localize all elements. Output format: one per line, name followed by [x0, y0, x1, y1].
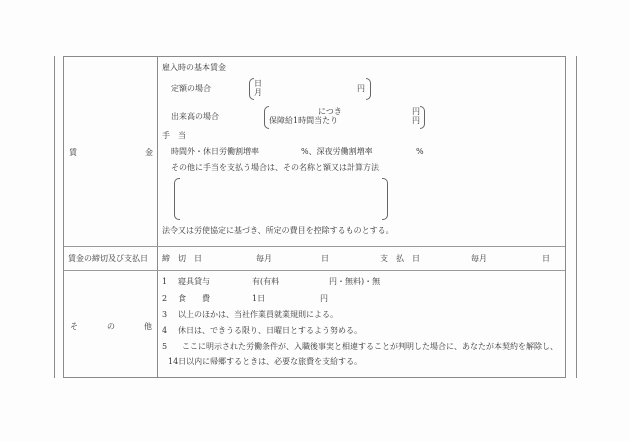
outer-left-rule	[54, 56, 55, 378]
overtime-rate-label: 時間外・休日労働割増率	[171, 147, 259, 156]
bracket-right	[420, 106, 425, 129]
piece-yen: 円	[412, 116, 420, 125]
piece-wage-label: 出来高の場合	[171, 112, 219, 121]
item-number: 3	[162, 310, 168, 319]
fixed-month: 月	[254, 88, 262, 97]
item-text: 休日は、できうる限り、日曜日とするよう努める。	[178, 326, 362, 335]
item-text-continued: 14日以内に帰郷するときは、必要な旅費を支給する。	[168, 357, 363, 366]
outer-right-rule	[576, 56, 577, 378]
item-text: 寝具貸与	[178, 277, 210, 286]
item-text: 以上のほかは、当社作業員就業規則による。	[178, 310, 338, 319]
fixed-day: 日	[254, 79, 262, 88]
item-extra: 円	[320, 294, 328, 303]
bracket-left	[174, 178, 180, 220]
deduction-note: 法令又は労使協定に基づき、所定の費目を控除するものとする。	[162, 226, 394, 235]
fixed-yen: 円	[357, 84, 365, 93]
item-number: 2	[162, 294, 168, 303]
closing-day-unit: 日	[321, 254, 329, 263]
column-divider	[157, 57, 158, 377]
other-row-label: そ の 他	[70, 322, 152, 331]
item-text: 食 費	[178, 294, 210, 303]
piece-per: につき	[318, 107, 342, 116]
closing-day-label: 締 切 日	[162, 254, 202, 263]
item-number: 5	[162, 342, 168, 351]
pay-day-unit: 日	[542, 254, 550, 263]
basic-wage-title: 雇入時の基本賃金	[162, 63, 226, 72]
item-extra: 1日	[252, 294, 266, 303]
row-divider	[64, 270, 565, 271]
piece-guarantee: 保障給1時間当たり	[269, 116, 339, 125]
item-extra: 有(有料	[252, 277, 280, 286]
item-extra: 円・無料)・無	[329, 277, 381, 286]
pay-day-label: 支 払 日	[380, 254, 420, 263]
overtime-pct: %、深夜労働割増率	[301, 147, 373, 156]
allowance-title: 手 当	[162, 131, 186, 140]
wages-row-label: 賃 金	[69, 148, 153, 157]
item-number: 1	[162, 277, 168, 286]
other-allowance-label: その他に手当を支払う場合は、その名称と額又は計算方法	[171, 163, 379, 172]
item-number: 4	[162, 326, 168, 335]
pay-monthly: 毎月	[471, 254, 487, 263]
bracket-right	[366, 78, 371, 100]
night-pct: %	[416, 147, 424, 156]
contract-table	[63, 56, 566, 378]
fixed-wage-label: 定額の場合	[171, 84, 211, 93]
piece-yen: 円	[412, 107, 420, 116]
bracket-right	[382, 178, 388, 220]
payday-row-label: 賃金の締切及び支払日	[68, 254, 148, 263]
item-text: ここに明示された労働条件が、入職後事実と相違することが判明した場合に、あなたが本契約を解除し、	[182, 342, 558, 351]
closing-monthly: 毎月	[256, 254, 272, 263]
row-divider	[64, 246, 565, 247]
